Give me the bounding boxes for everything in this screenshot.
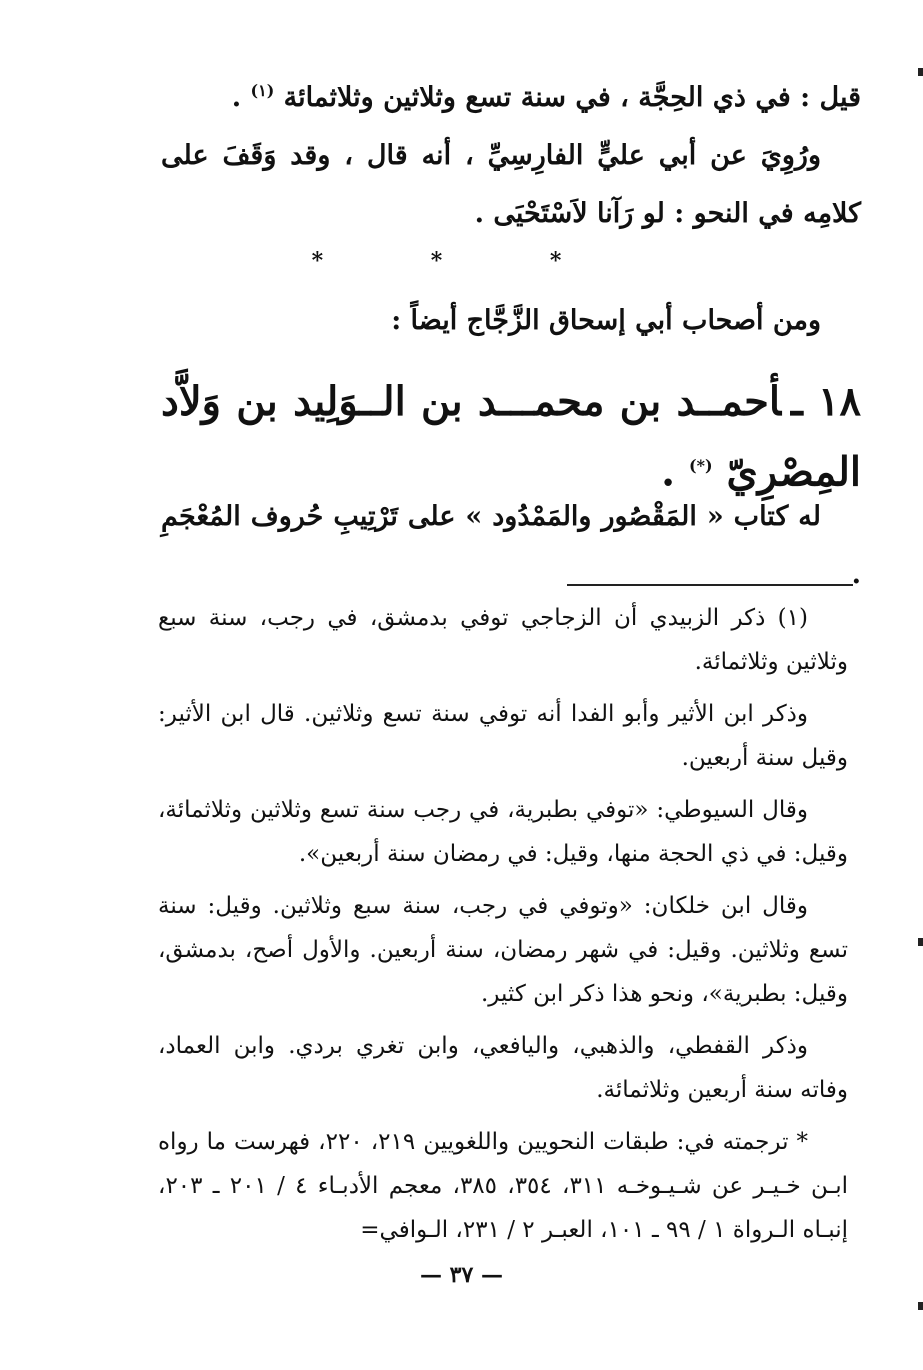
entry-body: [161, 488, 861, 604]
students-intro: [161, 292, 861, 350]
edge-mark-bottom: [918, 1302, 923, 1310]
footnote-1: (١) ذكر الزبيدي أن الزجاجي توفي بدمشق، في رجب، سنة سبع وثلاثين وثلاثمائة.: [158, 605, 848, 675]
footnote-ref-1[interactable]: (١): [250, 81, 275, 100]
entry-heading: ١٨ ـأحمــد بن محمـــد بن الــوَلِيد بن وَلاَّد المِصْرِيّ (*) .: [161, 378, 861, 496]
death-date-line: قيل : في ذي الحِجَّة ، في سنة تسع وثلاثين وثلاثمائة $^{(١)}$ .: [231, 81, 861, 113]
footnote-1-suyuti: وقال السيوطي: «توفي بطبرية، في رجب سنة تسع وثلاثين وثلاثمائة، وقيل: في ذي الحجة منها، وقيل: في رمضان سنة أربعين».: [158, 797, 848, 867]
main-text: [161, 62, 861, 243]
footnote-1-ibn-khallikan: وقال ابن خلكان: «وتوفي في رجب، سنة سبع وثلاثين. وقيل: سنة تسع وثلاثين. وقيل: في شهر رمضان، سنة أربعين. والأول أصح، بدمشق، وقيل: بطبرية»، ونحو هذا ذكر ابن كثير.: [158, 893, 848, 1007]
footnote-1-ibn-athir: وذكر ابن الأثير وأبو الفدا أنه توفي سنة تسع وثلاثين. قال ابن الأثير: وقيل سنة أربعين.: [158, 701, 848, 771]
edge-mark-top: [918, 68, 923, 76]
page-number: — ٣٧ —: [420, 1262, 503, 1288]
section-divider-stars: * * *: [311, 248, 612, 274]
footnote-separator: [567, 584, 853, 586]
book-title-line: له كتاب « المَقْصُور والمَمْدُود » على تَرْتِيبِ حُروف المُعْجَمِ .: [161, 501, 861, 590]
footnote-1-others: وذكر القفطي، والذهبي، واليافعي، وابن تغري بردي. وابن العماد، وفاته سنة أربعين وثلاثمائة.: [158, 1033, 848, 1103]
footnote-star-sources: * ترجمته في: طبقات النحويين واللغويين ٢١٩، ٢٢٠، فهرست ما رواه ابـن خـيـر عن شـيـوخـه ٣١١، ٣٥٤، ٣٨٥، معجم الأدبـاء ٤ / ٢٠١ ـ ٢٠٣، إنبـاه الـرواة ١ / ٩٩ ـ ١٠١، العبـر ٢ / ٢٣١، الـوافي=: [158, 1129, 849, 1243]
footnote-ref-star[interactable]: (*): [689, 456, 713, 475]
entry-number: ١٨ ـ: [791, 378, 861, 425]
students-intro-line: ومن أصحاب أبي إسحاق الزَّجَّاج أيضاً :: [391, 305, 821, 336]
edge-mark-middle: [918, 938, 923, 946]
footnotes: [158, 596, 848, 1260]
entry-name: أحمــد بن محمـــد بن الــوَلِيد بن وَلاَّد المِصْرِيّ: [161, 378, 861, 496]
farisi-quote-paragraph: ورُوِيَ عن أبي عليٍّ الفارِسِيِّ ، أنه قال ، وقد وَقَفَ على كلامِه في النحو : لو رَآنا لاَسْتَحْيَى .: [161, 140, 861, 229]
